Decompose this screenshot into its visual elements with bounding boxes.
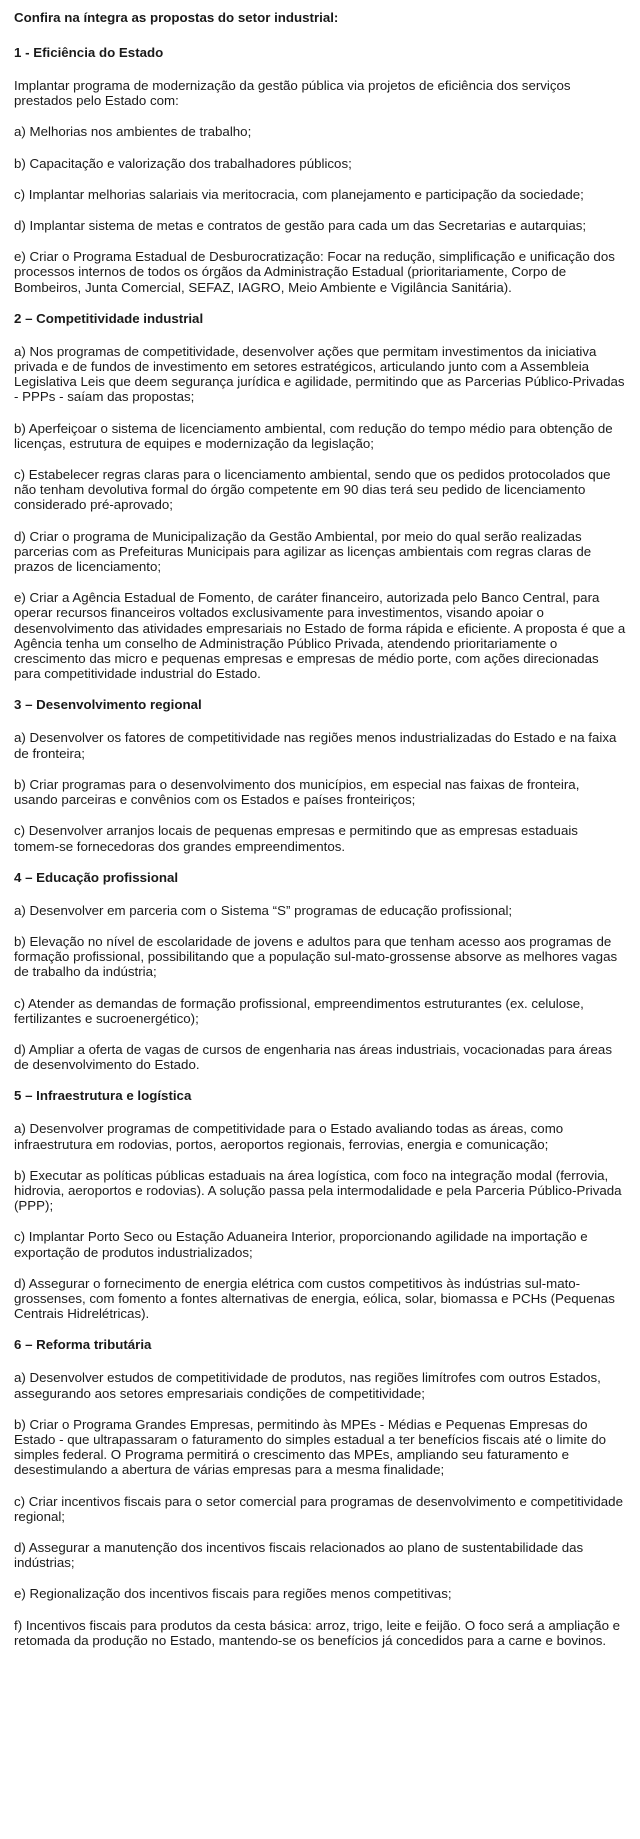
paragraph-item: b) Executar as políticas públicas estaduais na área logística, com foco na integração modal (ferrovia, hidrovia, aeroportos e rodovias). A solução passa pela intermodalidade e pela Parceria Público-Privada (PPP); [14, 1167, 622, 1214]
paragraph-item: f) Incentivos fiscais para produtos da cesta básica: arroz, trigo, leite e feijão. O foco será a ampliação e retomada da produção no Estado, mantendo-se os benefícios já concedidos para a carne e bovinos. [14, 1617, 621, 1648]
paragraph-item: e) Criar a Agência Estadual de Fomento, de caráter financeiro, autorizada pelo Banco Central, para operar recursos financeiros voltados exclusivamente para investimentos, visando apoiar o desenvolvimento das atividades empresariais no Estado de forma rápida e eficiente. A proposta é que a Agência tenha um conselho de Administração Público Privada, atendendo prioritariamente o crescimento das micro e pequenas empresas e empresas de médio porte, com ações direcionadas para competitividade industrial do Estado. [14, 590, 626, 682]
section-heading: 4 – Educação profissional [14, 869, 179, 885]
section-desenvolvimento-regional [14, 697, 626, 853]
paragraph-item: c) Criar incentivos fiscais para o setor comercial para programas de desenvolvimento e competitividade regional; [14, 1493, 623, 1524]
paragraph-item: d) Implantar sistema de metas e contratos de gestão para cada um das Secretarias e autarquias; [14, 218, 587, 234]
paragraph-item: e) Criar o Programa Estadual de Desburocratização: Focar na redução, simplificação e unificação dos processos internos de todos os órgãos da Administração Estadual (prioritariamente, Corpo de Bombeiros, Junta Comercial, SEFAZ, IAGRO, Meio Ambiente e Vigilância Sanitária). [14, 249, 615, 295]
paragraph-item: b) Criar programas para o desenvolvimento dos municípios, em especial nas faixas de fronteira, usando parceiras e convênios com os Estados e países fronteiriços; [14, 776, 580, 808]
section-competitividade [14, 311, 626, 682]
paragraph-item: a) Desenvolver programas de competitividade para o Estado avaliando todas as áreas, como infraestrutura em rodovias, portos, aeroportos regionais, ferrovias, energia e comunicação; [14, 1121, 564, 1152]
section-heading: 5 – Infraestrutura e logística [14, 1088, 192, 1104]
paragraph-intro: Implantar programa de modernização da gestão pública via projetos de eficiência dos serviços prestados pelo Estado com: [14, 78, 571, 109]
section-reforma-tributaria [14, 1337, 626, 1648]
paragraph-item: e) Regionalização dos incentivos fiscais para regiões menos competitivas; [14, 1586, 452, 1602]
paragraph-item: c) Estabelecer regras claras para o licenciamento ambiental, sendo que os pedidos protocolados que não tenham devolutiva formal do órgão competente em 90 dias terá seu pedido de licenciamento considerado pré-aprovado; [14, 467, 611, 513]
section-educacao [14, 870, 626, 1073]
paragraph-item: a) Desenvolver estudos de competitividade de produtos, nas regiões limítrofes com outros Estados, assegurando aos setores empresariais condições de competitividade; [14, 1370, 601, 1401]
paragraph-item: b) Capacitação e valorização dos trabalhadores públicos; [14, 155, 352, 171]
paragraph-item: c) Implantar melhorias salariais via meritocracia, com planejamento e participação da sociedade; [14, 186, 584, 202]
section-heading: 1 - Eficiência do Estado [14, 45, 164, 60]
paragraph-item: d) Criar o programa de Municipalização da Gestão Ambiental, por meio do qual serão realizadas parcerias com as Prefeituras Municipais para agilizar as licenças ambientais com regras claras de prazos de licenciamento; [14, 528, 592, 575]
section-infraestrutura [14, 1088, 626, 1321]
paragraph-item: c) Desenvolver arranjos locais de pequenas empresas e permitindo que as empresas estaduais tomem-se fornecedoras dos grandes empreendimentos. [14, 823, 578, 854]
paragraph-item: c) Atender as demandas de formação profissional, empreendimentos estruturantes (ex. celulose, fertilizantes e sucroenergético); [14, 995, 584, 1026]
section-heading: 3 – Desenvolvimento regional [14, 697, 202, 713]
paragraph-item: d) Ampliar a oferta de vagas de cursos de engenharia nas áreas industriais, vocacionadas para áreas de desenvolvimento do Estado. [14, 1041, 612, 1073]
section-eficiencia [14, 45, 626, 295]
document-title: Confira na íntegra as propostas do setor industrial: [14, 10, 339, 25]
paragraph-item: b) Criar o Programa Grandes Empresas, permitindo às MPEs - Médias e Pequenas Empresas do Estado - que ultrapassaram o faturamento do simples estadual a ter benefícios fiscais até o limite do simples federal. O Programa permitirá o crescimento das MPEs, ampliando seu faturamento e desestimulando a abertura de várias empresas para a mesma finalidade; [14, 1416, 607, 1478]
paragraph-item: a) Desenvolver em parceria com o Sistema “S” programas de educação profissional; [14, 902, 513, 918]
section-heading: 2 – Competitividade industrial [14, 310, 204, 326]
paragraph-item: b) Aperfeiçoar o sistema de licenciamento ambiental, com redução do tempo médio para obtenção de licenças, estrutura de equipes e modernização da legislação; [14, 420, 613, 451]
paragraph-item: b) Elevação no nível de escolaridade de jovens e adultos para que tenham acesso aos programas de formação profissional, possibilitando que a população sul-mato-grossense absorve as melhores vagas de trabalho da indústria; [14, 933, 618, 980]
section-heading: 6 – Reforma tributária [14, 1337, 152, 1353]
paragraph-item: a) Desenvolver os fatores de competitividade nas regiões menos industrializadas do Estado e na faixa de fronteira; [14, 730, 617, 761]
paragraph-item: d) Assegurar o fornecimento de energia elétrica com custos competitivos às indústrias sul-mato-grossenses, com fomento a fontes alternativas de energia, eólica, solar, biomassa e PCHs (Pequenas Centrais Hidrelétricas). [14, 1275, 615, 1322]
paragraph-item: a) Nos programas de competitividade, desenvolver ações que permitam investimentos da iniciativa privada e de fundos de investimento em setores estratégicos, articulando junto com a Assembleia Legislativa Leis que deem segurança jurídica e agilidade, permitindo que as Parcerias Público-Privadas - PPPs - saíam das propostas; [14, 343, 625, 405]
paragraph-item: d) Assegurar a manutenção dos incentivos fiscais relacionados ao plano de sustentabilidade das indústrias; [14, 1539, 584, 1571]
paragraph-item: a) Melhorias nos ambientes de trabalho; [14, 124, 252, 140]
paragraph-item: c) Implantar Porto Seco ou Estação Aduaneira Interior, proporcionando agilidade na importação e exportação de produtos industrializados; [14, 1229, 588, 1260]
